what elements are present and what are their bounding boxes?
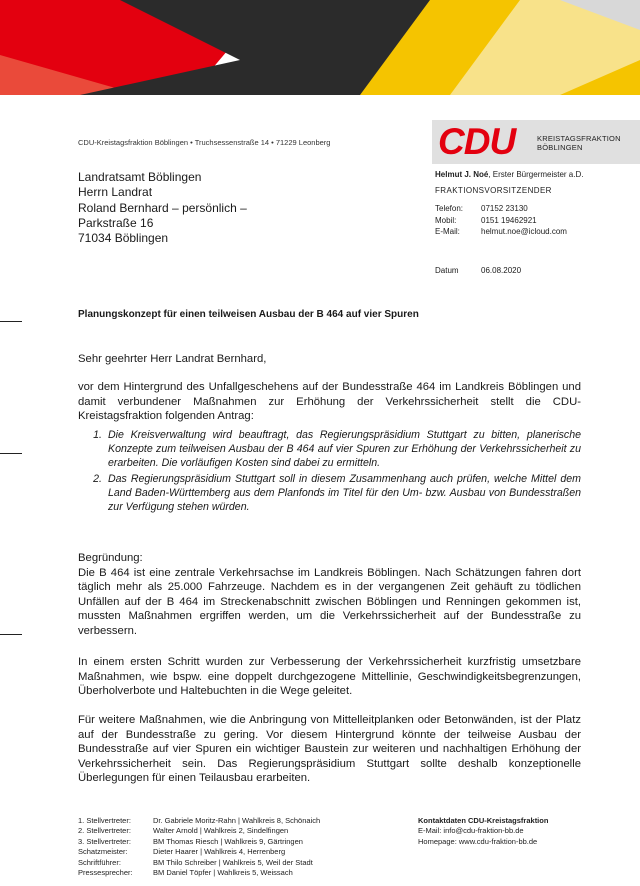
member-name: BM Daniel Töpfer | Wahlkreis 5, Weissach <box>153 868 293 878</box>
contact-row-mobile <box>435 215 583 227</box>
member-role: Schatzmeister: <box>78 847 128 857</box>
paragraph-proposal: Für weitere Maßnahmen, wie die Anbringung von Mittelleitplanken oder Betonwänden, ist der Platz auf der Bundesstraße zu gering. Vor diesem Hintergrund könnte der teilweise Ausbau der Bundesstraße auf vier Spuren ein wichtiger Baustein zur weiteren und nachhaltigen Erhöhung der Verkehrssicherheit sein. Das Regierungspräsidium Stuttgart sollte deshalb konzeptionelle Überlegungen für einen Teilausbau erarbeiten. <box>78 714 581 785</box>
salutation: Sehr geehrter Herr Landrat Bernhard, <box>78 353 267 365</box>
list-item-text: Das Regierungspräsidium Stuttgart soll in diesem Zusammenhang auch prüfen, welche Mittel dem Land Baden-Württemberg aus dem Planfonds im Titel für den Um- bzw. Ausbau von Bundesstraßen zur Verfügung stehen würden. <box>108 472 581 514</box>
contact-row-email <box>435 226 583 238</box>
contact-value: 07152 23130 <box>481 204 528 213</box>
sender-line: CDU-Kreistagsfraktion Böblingen • Truchsessenstraße 14 • 71229 Leonberg <box>78 138 331 147</box>
contact-label: Telefon: <box>435 204 464 213</box>
date-label: Datum <box>435 266 459 275</box>
logo-line2: BÖBLINGEN <box>537 143 583 152</box>
member-name: Dr. Gabriele Moritz-Rahn | Wahlkreis 8, Schönaich <box>153 816 321 825</box>
logo-subtitle <box>537 134 621 152</box>
footer-member-row <box>78 858 320 868</box>
motion-list <box>78 428 581 515</box>
header-banner <box>0 0 640 95</box>
list-item <box>78 428 581 471</box>
footer-member-row <box>78 847 320 857</box>
contact-name-suffix: , Erster Bürgermeister a.D. <box>488 170 584 179</box>
recipient-line: Herrn Landrat <box>78 185 153 200</box>
contact-value[interactable]: helmut.noe@icloud.com <box>481 227 567 236</box>
member-name: Dieter Haarer | Wahlkreis 4, Herrenberg <box>153 847 286 857</box>
contact-name: Helmut J. Noé <box>435 170 489 179</box>
recipient-line: Parkstraße 16 <box>78 215 154 230</box>
paragraph-measures: In einem ersten Schritt wurden zur Verbesserung der Verkehrssicherheit kurzfristig umsetzbare Maßnahmen, wie bspw. eine doppelt durchgezogene Mittellinie, Geschwindigkeitsbegrenzungen, Überholverbote und Haltebuchten in die Wege geleitet. <box>78 656 581 698</box>
member-name: BM Thomas Riesch | Wahlkreis 9, Gärtringen <box>153 836 303 846</box>
footer-member-row <box>78 868 320 878</box>
footer-email[interactable]: E-Mail: info@cdu-fraktion-bb.de <box>418 826 524 836</box>
contact-row-phone <box>435 203 583 215</box>
fold-mark <box>0 321 22 322</box>
date-value: 06.08.2020 <box>481 266 522 275</box>
list-item <box>78 472 581 515</box>
recipient-line: Landratsamt Böblingen <box>78 170 202 184</box>
fold-mark <box>0 453 22 454</box>
footer-member-row <box>78 837 320 847</box>
member-role: Pressesprecher: <box>78 868 133 878</box>
member-role: 3. Stellvertreter: <box>78 836 131 846</box>
fold-mark <box>0 634 22 635</box>
member-role: Schriftführer: <box>78 857 121 867</box>
reason-text: Die B 464 ist eine zentrale Verkehrsachse im Landkreis Böblingen. Nach Schätzungen fahren dort täglich mehr als 25.000 Fahrzeuge. Nachdem es in der vergangenen Zeit gehäuft zu tödlichen Unfällen auf der B 464 im Streckenabschnitt zwischen Böblingen und Renningen gekommen ist, mussten Maßnahmen ergriffen werden, um die Verkehrssicherheit auf der Bundesstraße zu verbessern. <box>78 566 581 637</box>
recipient-line: 71034 Böblingen <box>78 231 169 246</box>
member-name: Walter Arnold | Wahlkreis 2, Sindelfingen <box>153 826 289 836</box>
cdu-logo <box>432 120 640 164</box>
reason-heading: Begründung: <box>78 552 143 564</box>
list-item-number: 1. <box>93 429 102 441</box>
logo-brand: CDU <box>438 121 516 162</box>
contact-role: FRAKTIONSVORSITZENDER <box>435 186 552 195</box>
footer-members <box>78 816 320 878</box>
contact-value: 0151 19462921 <box>481 215 537 225</box>
recipient-address <box>78 170 247 246</box>
contact-name-line <box>435 170 583 179</box>
contact-label: E-Mail: <box>435 227 460 236</box>
logo-line1: KREISTAGSFRAKTION <box>537 134 621 143</box>
footer-homepage[interactable]: Homepage: www.cdu-fraktion-bb.de <box>418 836 538 846</box>
contact-label: Mobil: <box>435 215 457 225</box>
member-role: 2. Stellvertreter: <box>78 826 131 836</box>
footer-contact <box>418 816 548 847</box>
footer-member-row <box>78 826 320 836</box>
footer-member-row <box>78 816 320 826</box>
reason-section <box>78 551 581 639</box>
intro-paragraph: vor dem Hintergrund des Unfallgeschehens auf der Bundesstraße 464 im Landkreis Böblingen und damit verbundener Maßnahmen zur Erhöhung der Verkehrssicherheit stellt die CDU-Kreistagsfraktion folgenden Antrag: <box>78 381 581 423</box>
letter-subject: Planungskonzept für einen teilweisen Ausbau der B 464 auf vier Spuren <box>78 309 419 320</box>
list-item-number: 2. <box>93 472 102 485</box>
sender-contact-block <box>435 170 583 238</box>
letter-date <box>435 266 521 275</box>
contact-rows <box>435 203 583 238</box>
footer-contact-heading: Kontaktdaten CDU-Kreistagsfraktion <box>418 816 549 825</box>
member-name: BM Thilo Schreiber | Wahlkreis 5, Weil der Stadt <box>153 857 313 867</box>
list-item-text: Die Kreisverwaltung wird beauftragt, das Regierungspräsidium Stuttgart zu bitten, planerische Konzepte zum teilweisen Ausbau der B 464 auf vier Spuren zur Erhöhung der Verkehrssicherheit zu erarbeiten. Die vorläufigen Kosten sind dabei zu ermitteln. <box>108 429 581 470</box>
recipient-line: Roland Bernhard – persönlich – <box>78 200 247 215</box>
member-role: 1. Stellvertreter: <box>78 816 131 825</box>
